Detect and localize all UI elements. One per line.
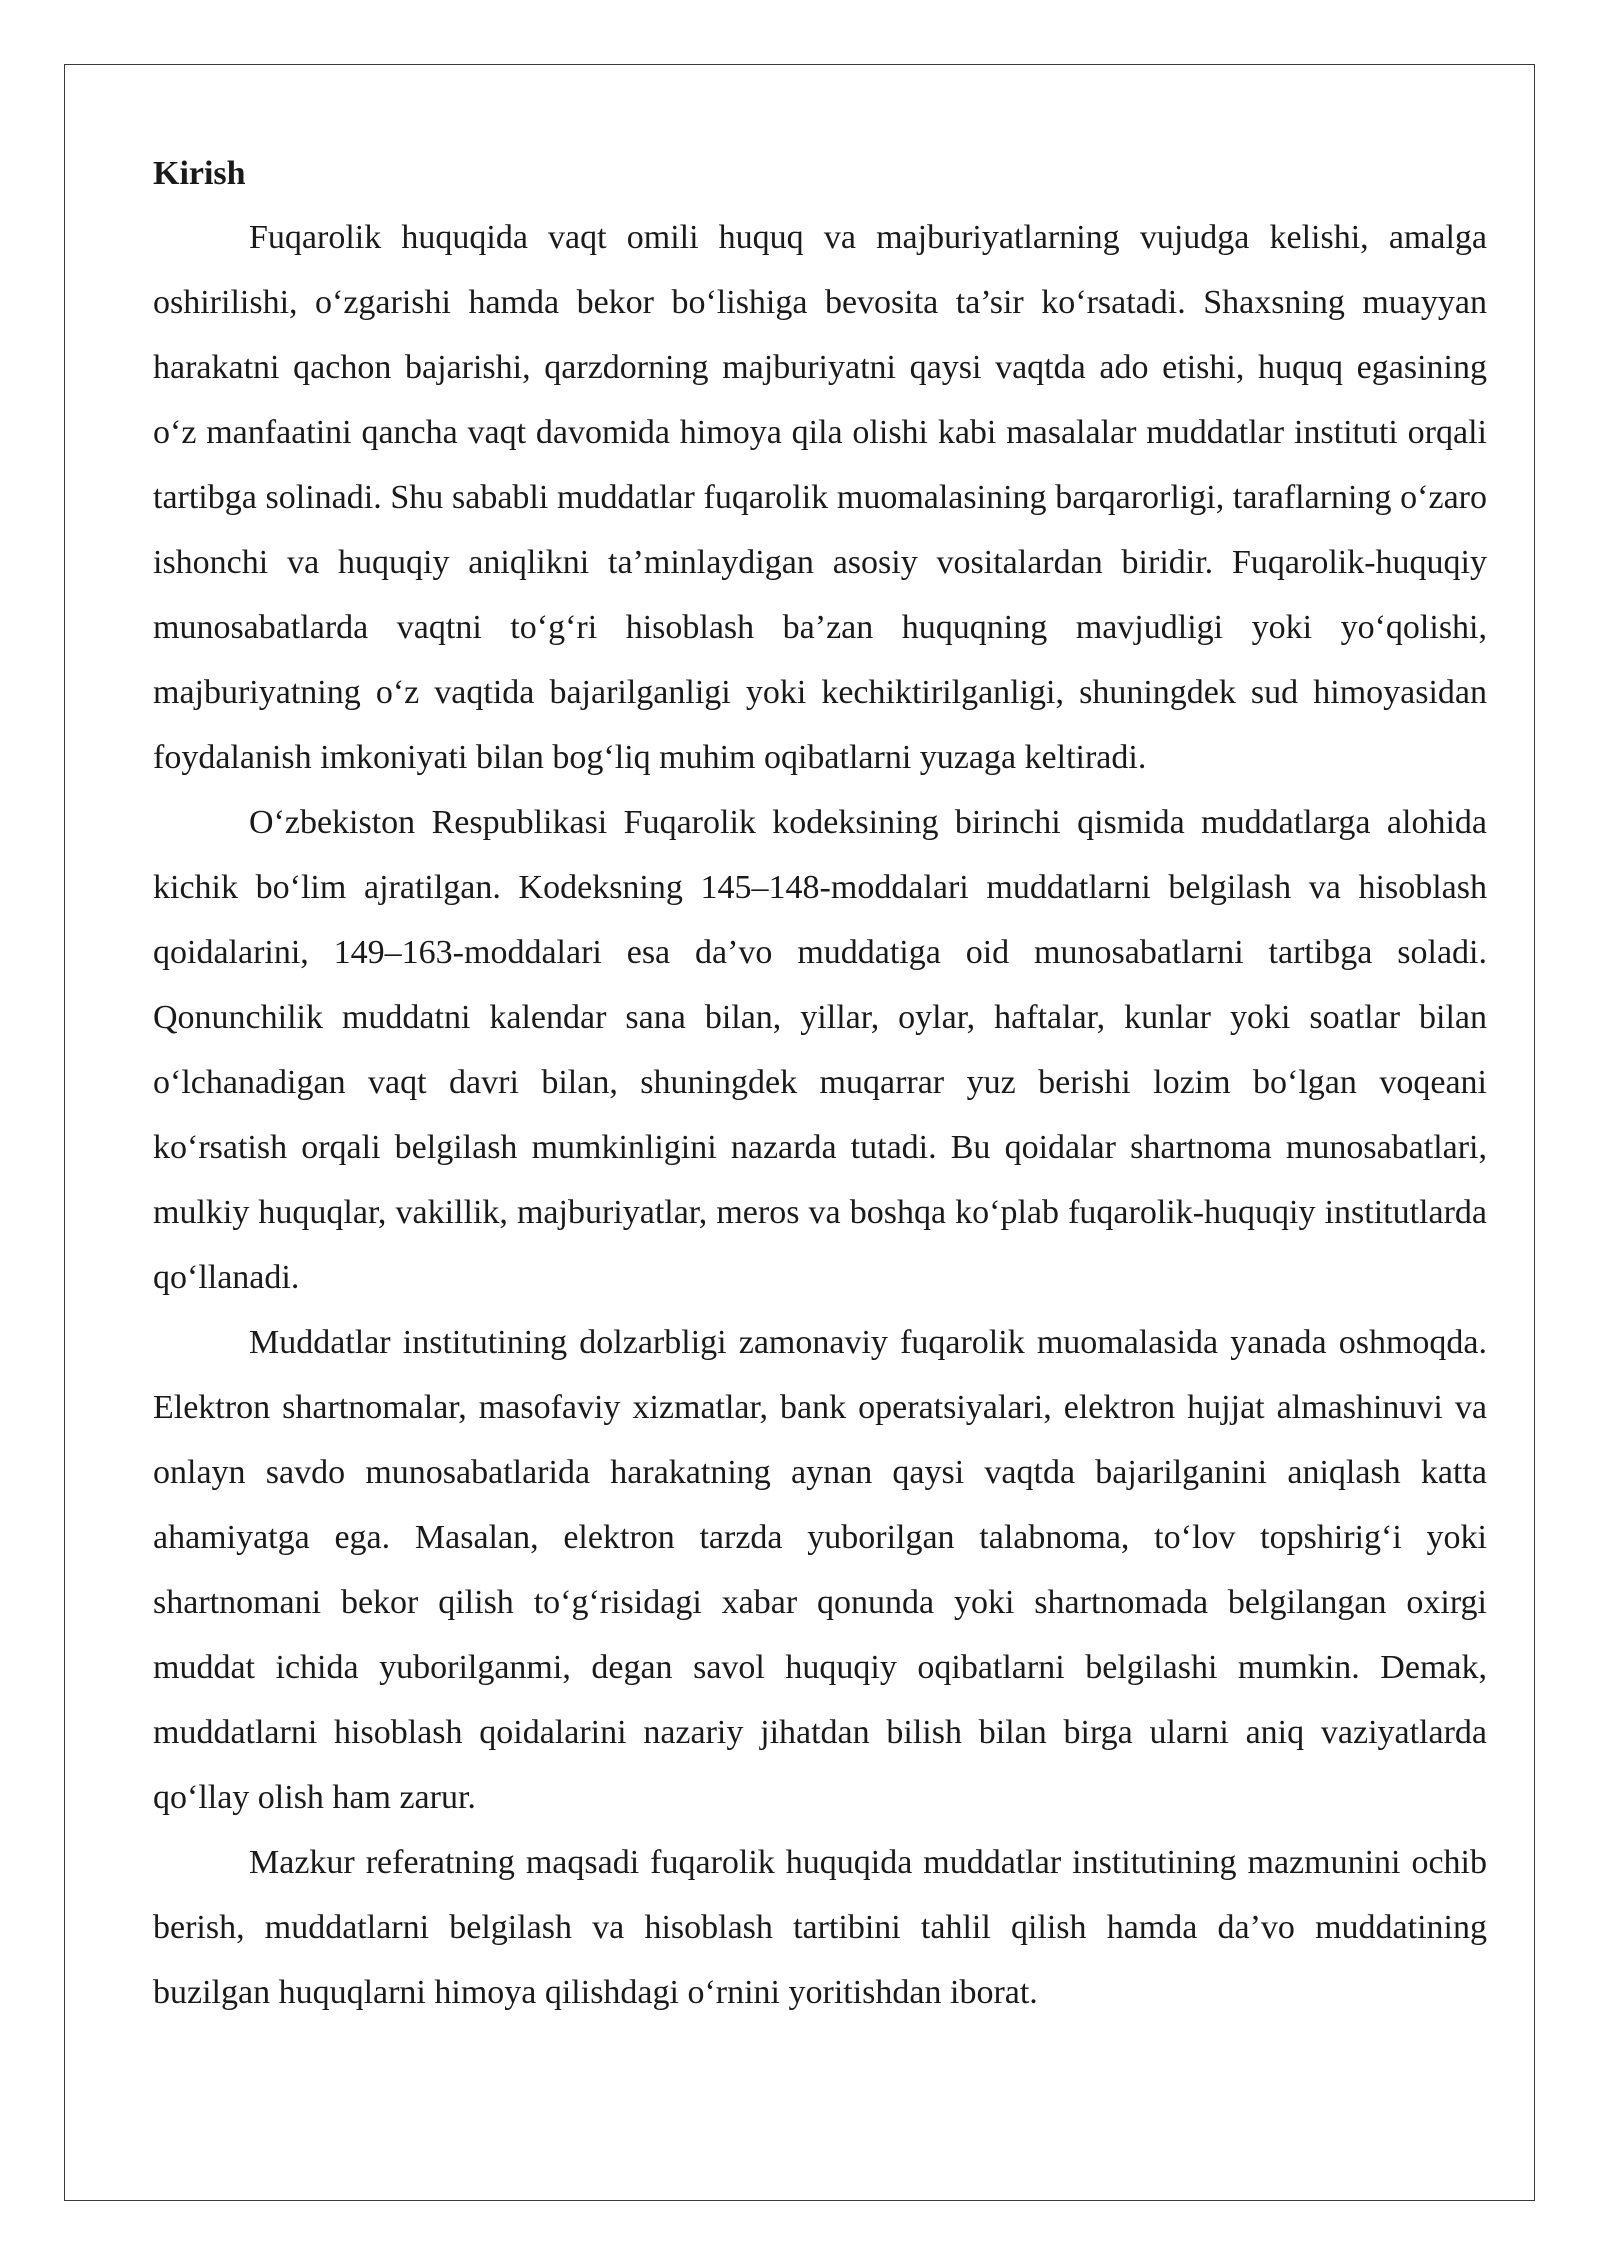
paragraph-4: Mazkur referatning maqsadi fuqarolik huquqida muddatlar institutining mazmunini ochib berish, muddatlarni belgilash va hisoblash tartibini tahlil qilish hamda da’vo muddatining buzilgan huquqlarni himoya qilishdagi o‘rnini yoritishdan iborat.: [153, 1844, 1487, 2011]
section-heading: Kirish: [153, 155, 246, 192]
paragraph-2: O‘zbekiston Respublikasi Fuqarolik kodeksining birinchi qismida muddatlarga alohida kichik bo‘lim ajratilgan. Kodeksning 145–148-moddalari muddatlarni belgilash va hisoblash qoidalarini, 149–163-moddalari esa da’vo muddatiga oid munosabatlarni tartibga soladi. Qonunchilik muddatni kalendar sana bilan, yillar, oylar, haftalar, kunlar yoki soatlar bilan o‘lchanadigan vaqt davri bilan, shuningdek muqarrar yuz berishi lozim bo‘lgan voqeani ko‘rsatish orqali belgilash mumkinligini nazarda tutadi. Bu qoidalar shartnoma munosabatlari, mulkiy huquqlar, vakillik, majburiyatlar, meros va boshqa ko‘plab fuqarolik-huquqiy institutlarda qo‘llanadi.: [153, 804, 1487, 1296]
document-body: [153, 148, 1487, 2025]
paragraph-3: Muddatlar institutining dolzarbligi zamonaviy fuqarolik muomalasida yanada oshmoqda. Elektron shartnomalar, masofaviy xizmatlar, bank operatsiyalari, elektron hujjat almashinuvi va onlayn savdo munosabatlarida harakatning aynan qaysi vaqtda bajarilganini aniqlash katta ahamiyatga ega. Masalan, elektron tarzda yuborilgan talabnoma, to‘lov topshirig‘i yoki shartnomani bekor qilish to‘g‘risidagi xabar qonunda yoki shartnomada belgilangan oxirgi muddat ichida yuborilganmi, degan savol huquqiy oqibatlarni belgilashi mumkin. Demak, muddatlarni hisoblash qoidalarini nazariy jihatdan bilish bilan birga ularni aniq vaziyatlarda qo‘llay olish ham zarur.: [153, 1324, 1487, 1816]
paragraph-1: Fuqarolik huquqida vaqt omili huquq va majburiyatlarning vujudga kelishi, amalga oshirilishi, o‘zgarishi hamda bekor bo‘lishiga bevosita ta’sir ko‘rsatadi. Shaxsning muayyan harakatni qachon bajarishi, qarzdorning majburiyatni qaysi vaqtda ado etishi, huquq egasining o‘z manfaatini qancha vaqt davomida himoya qila olishi kabi masalalar muddatlar instituti orqali tartibga solinadi. Shu sababli muddatlar fuqarolik muomalasining barqarorligi, taraflarning o‘zaro ishonchi va huquqiy aniqlikni ta’minlaydigan asosiy vositalardan biridir. Fuqarolik-huquqiy munosabatlarda vaqtni to‘g‘ri hisoblash ba’zan huquqning mavjudligi yoki yo‘qolishi, majburiyatning o‘z vaqtida bajarilganligi yoki kechiktirilganligi, shuningdek sud himoyasidan foydalanish imkoniyati bilan bog‘liq muhim oqibatlarni yuzaga keltiradi.: [153, 219, 1487, 776]
